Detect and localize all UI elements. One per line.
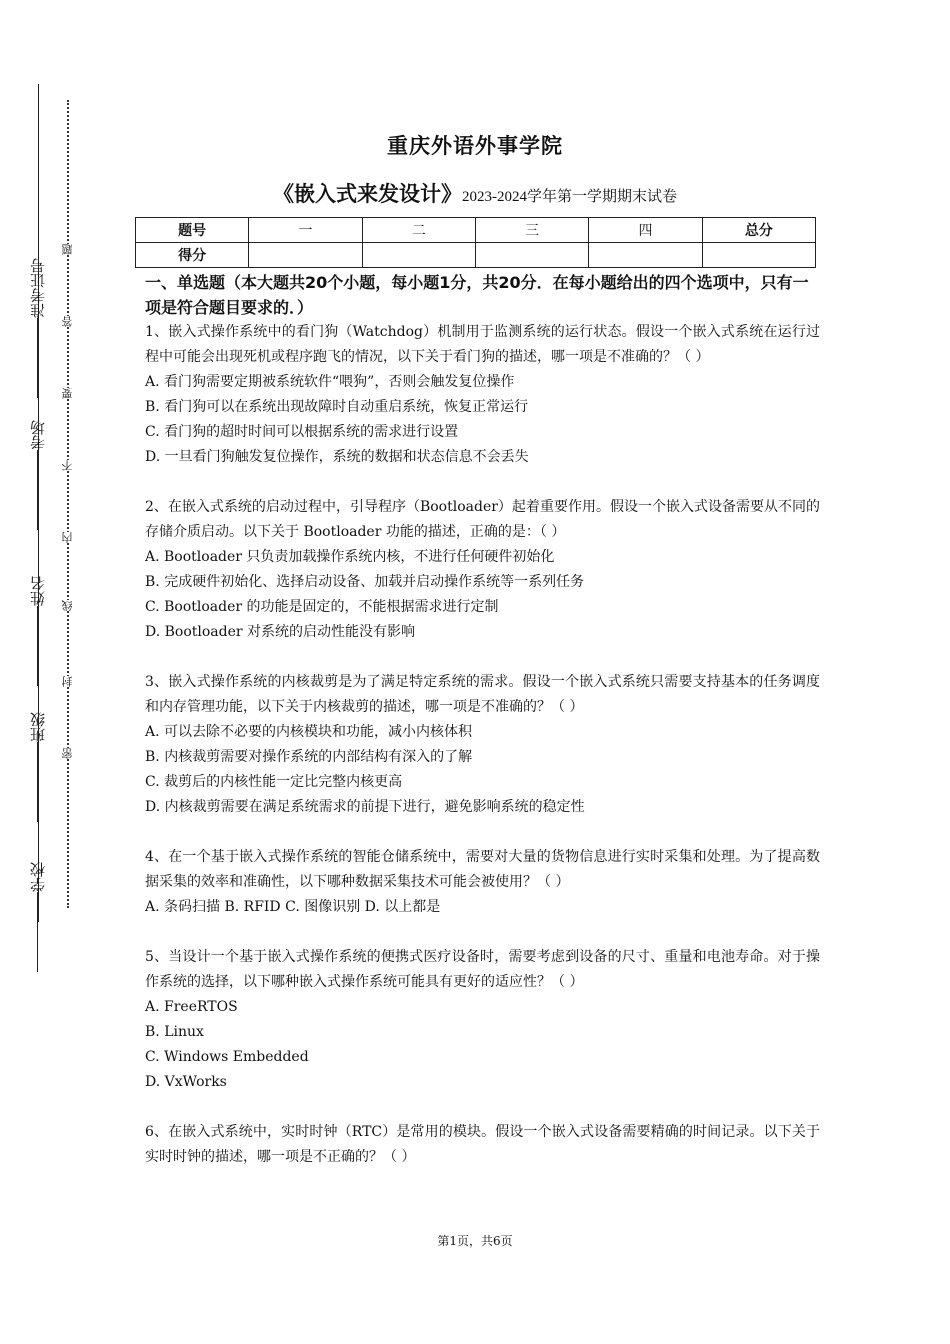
question-stem: 1、嵌入式操作系统中的看门狗（Watchdog）机制用于监测系统的运行状态。假设一个嵌入式系统在运行过程中可能会出现死机或程序跑飞的情况，以下关于看门狗的描述，哪一项是不准确的？（ ）	[145, 324, 820, 365]
question-option: A. 条码扫描 B. RFID C. 图像识别 D. 以上都是	[145, 899, 441, 915]
seal-char: 答	[61, 316, 74, 327]
question-option: B. 完成硬件初始化、选择启动设备、加载并启动操作系统等一系列任务	[145, 574, 585, 590]
question-option: D. VxWorks	[145, 1074, 227, 1090]
score-table-header-row	[136, 218, 816, 243]
section-heading: 一、单选题（本大题共20个小题，每小题1分，共20分．在每小题给出的四个选项中，只有一项是符合题目要求的．）	[145, 273, 809, 317]
question-option: B. Linux	[145, 1024, 204, 1040]
score-cell: 三	[475, 218, 588, 243]
score-table	[135, 217, 816, 268]
binding-label-exam-room: 考场	[26, 420, 50, 532]
seal-char: 线	[61, 600, 74, 611]
seal-char: 不	[61, 460, 74, 471]
score-input-cell	[249, 243, 362, 268]
score-cell: 四	[589, 218, 702, 243]
course-title: 《嵌入式来发设计》	[273, 182, 462, 206]
seal-char: 题	[61, 244, 74, 255]
question-option: D. Bootloader 对系统的启动性能没有影响	[145, 624, 416, 640]
score-cell: 得分	[136, 243, 249, 268]
question-option: C. Bootloader 的功能是固定的，不能根据需求进行定制	[145, 599, 499, 615]
seal-char: 密	[61, 748, 74, 759]
question-list	[145, 320, 820, 1170]
score-input-cell	[702, 243, 815, 268]
seal-char: 内	[61, 532, 74, 543]
question-option: A. Bootloader 只负责加载操作系统内核，不进行任何硬件初始化	[145, 549, 555, 565]
question-option: B. 看门狗可以在系统出现故障时自动重启系统，恢复正常运行	[145, 399, 529, 415]
question-option: A. 看门狗需要定期被系统软件“喂狗”，否则会触发复位操作	[145, 374, 515, 390]
question-stem: 2、在嵌入式系统的启动过程中，引导程序（Bootloader）起着重要作用。假设一个嵌入式设备需要从不同的存储介质启动。以下关于 Bootloader 功能的描述，正确的是：（ ）	[145, 499, 820, 540]
question-stem: 6、在嵌入式系统中，实时时钟（RTC）是常用的模块。假设一个嵌入式设备需要精确的时间记录。以下关于实时时钟的描述，哪一项是不正确的？（ ）	[145, 1124, 820, 1165]
question-option: C. 裁剪后的内核性能一定比完整内核更高	[145, 774, 403, 790]
score-input-cell	[589, 243, 702, 268]
question-option: A. FreeRTOS	[145, 999, 238, 1015]
score-input-cell	[475, 243, 588, 268]
question-option: C. Windows Embedded	[145, 1049, 309, 1065]
score-cell: 一	[249, 218, 362, 243]
seal-dotted-line	[67, 100, 69, 908]
score-input-cell	[362, 243, 475, 268]
question-stem: 3、嵌入式操作系统的内核裁剪是为了满足特定系统的需求。假设一个嵌入式系统只需要支持基本的任务调度和内存管理功能，以下关于内核裁剪的描述，哪一项是不准确的？（ ）	[145, 674, 820, 715]
page-number: 第1页，共6页	[437, 1234, 513, 1248]
exam-title	[0, 178, 950, 208]
question-option: A. 可以去除不必要的内核模块和功能，减小内核体积	[145, 724, 473, 740]
seal-char: 要	[61, 388, 74, 399]
question-6	[145, 1120, 820, 1170]
question-5	[145, 945, 820, 1095]
score-cell: 总分	[702, 218, 815, 243]
question-4	[145, 845, 820, 920]
score-table-score-row	[136, 243, 816, 268]
score-cell: 二	[362, 218, 475, 243]
question-option: C. 看门狗的超时时间可以根据系统的需求进行设置	[145, 424, 459, 440]
question-option: D. 内核裁剪需要在满足系统需求的前提下进行，避免影响系统的稳定性	[145, 799, 585, 815]
question-1	[145, 320, 820, 470]
question-3	[145, 670, 820, 820]
binding-label-exam-number: 准考证号	[26, 258, 50, 400]
question-option: D. 一旦看门狗触发复位操作，系统的数据和状态信息不会丢失	[145, 449, 529, 465]
question-stem: 4、在一个基于嵌入式操作系统的智能仓储系统中，需要对大量的货物信息进行实时采集和处理。为了提高数据采集的效率和准确性，以下哪种数据采集技术可能会被使用？（ ）	[145, 849, 820, 890]
seal-char: 封	[61, 676, 74, 687]
binding-label-class: 班级	[26, 712, 50, 824]
binding-label-name: 姓名	[26, 576, 50, 688]
binding-label-school: 学校	[26, 862, 50, 974]
school-name: 重庆外语外事学院	[387, 134, 563, 158]
question-option: B. 内核裁剪需要对操作系统的内部结构有深入的了解	[145, 749, 473, 765]
score-cell: 题号	[136, 218, 249, 243]
question-stem: 5、当设计一个基于嵌入式操作系统的便携式医疗设备时，需要考虑到设备的尺寸、重量和电池寿命。对于操作系统的选择，以下哪种嵌入式操作系统可能具有更好的适应性？（ ）	[145, 949, 820, 990]
question-2	[145, 495, 820, 645]
exam-term: 2023-2024学年第一学期期末试卷	[462, 189, 677, 205]
